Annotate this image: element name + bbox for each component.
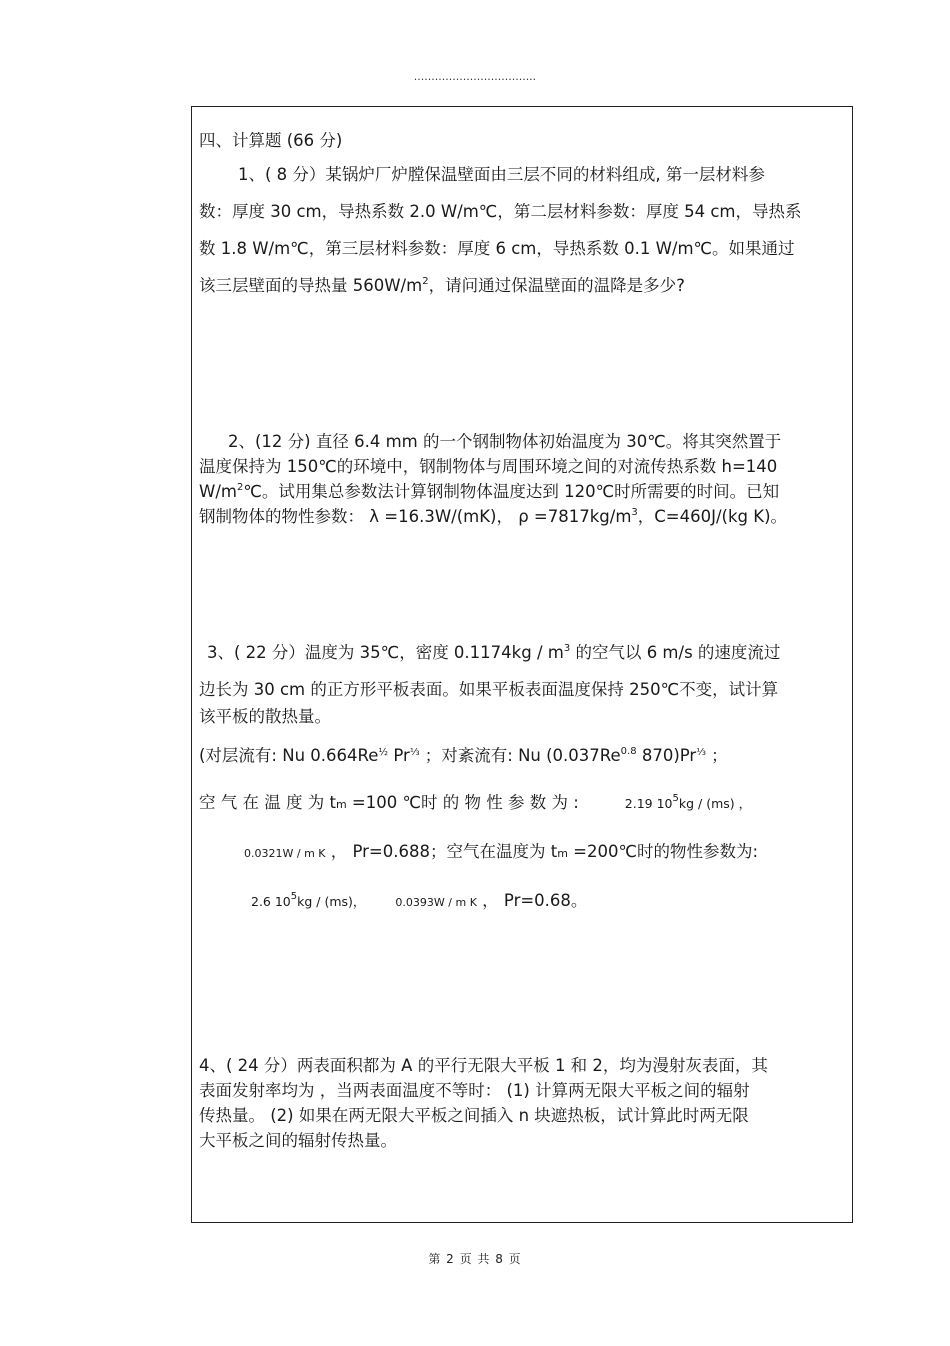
- q4-line-4: 大平板之间的辐射传热量。: [199, 1131, 397, 1150]
- q3-line-2: 边长为 30 cm 的正方形平板表面。如果平板表面温度保持 250℃不变，试计算: [199, 680, 779, 699]
- q1-line-3: 数 1.8 W/m℃，第三层材料参数：厚度 6 cm，导热系数 0.1 W/m℃。如果通过: [199, 239, 795, 258]
- q3-exponent-08: 0.8: [620, 746, 637, 757]
- section-title: 四、计算题 (66 分): [199, 131, 343, 150]
- q3-line-1: [207, 643, 780, 666]
- q2-line-1: 2、(12 分) 直径 6.4 mm 的一个钢制物体初始温度为 30℃。将其突然置于: [228, 432, 782, 451]
- page-number: 第 2 页 共 8 页: [428, 1252, 522, 1266]
- q3-pr-200: ， Pr=0.68。: [476, 891, 588, 910]
- q3-viscosity-200-unit: kg / (ms)，: [297, 894, 366, 909]
- q3-conductivity-100: 0.0321W / m K: [244, 847, 326, 860]
- q2-line-3-sup: 2: [236, 482, 244, 493]
- header-dots: ...................................: [413, 70, 537, 83]
- q2-line-4-sup: 3: [631, 507, 638, 518]
- q3-laminar-text: (对层流有: Nu 0.664Re: [199, 746, 379, 765]
- q3-props-100-sub: m: [335, 798, 347, 811]
- q3-props-100-text: 空 气 在 温 度 为 t: [199, 793, 336, 812]
- q3-props-line-3: [251, 891, 587, 914]
- q2-line-4-text: 钢制物体的物性参数： λ =16.3W/(mK)， ρ =7817kg/m: [199, 507, 632, 526]
- q3-line-1-tail: 的空气以 6 m/s 的速度流过: [570, 643, 781, 662]
- q2-line-3-tail: ℃。试用集总参数法计算钢制物体温度达到 120℃时所需要的时间。已知: [243, 482, 780, 501]
- q3-props-200-text: ， Pr=0.688；空气在温度为 t: [325, 842, 558, 861]
- q3-turbulent-text: ；对紊流有: Nu (0.037Re: [419, 746, 621, 765]
- q3-exponent-third-2: ⅓: [696, 747, 706, 758]
- q3-pr-text: Pr: [388, 746, 410, 765]
- q2-line-3: [199, 482, 779, 505]
- q3-viscosity-100-exp: 5: [672, 793, 679, 804]
- q3-line-1-text: 3、( 22 分）温度为 35℃，密度 0.1174kg / m: [207, 643, 564, 662]
- q3-props-100-line: [199, 793, 751, 816]
- q4-line-1: 4、( 24 分）两表面积都为 A 的平行无限大平板 1 和 2，均为漫射灰表面，其: [199, 1056, 768, 1075]
- q4-line-3: 传热量。 (2) 如果在两无限大平板之间插入 n 块遮热板，试计算此时两无限: [199, 1106, 749, 1125]
- q3-formula-end: ；: [705, 746, 728, 765]
- q3-formula-line: [199, 746, 728, 769]
- q1-line-1: 1、( 8 分）某锅炉厂炉膛保温壁面由三层不同的材料组成, 第一层材料参: [238, 165, 765, 184]
- q3-conductivity-200: 0.0393W / m K: [395, 896, 477, 909]
- q3-line-1-sup: 3: [563, 643, 571, 654]
- q3-viscosity-100-unit: kg / (ms) ，: [678, 796, 752, 811]
- q3-viscosity-100: 2.19 10: [624, 796, 673, 811]
- q3-viscosity-200-exp: 5: [290, 891, 298, 902]
- q2-line-4: [199, 507, 787, 530]
- q2-line-3-text: W/m: [199, 482, 237, 501]
- q3-turbulent-tail: 870)Pr: [636, 746, 697, 765]
- q2-line-4-tail: ，C=460J/(kg K)。: [637, 507, 788, 526]
- q3-props-200-sub: m: [557, 847, 568, 860]
- q3-props-line-2: [244, 842, 758, 864]
- q3-exponent-third: ⅓: [409, 747, 420, 758]
- q1-line-4: [199, 276, 685, 299]
- q3-exponent-half: ½: [378, 747, 389, 758]
- q1-line-2: 数：厚度 30 cm，导热系数 2.0 W/m℃，第二层材料参数：厚度 54 cm，导热系: [199, 202, 802, 221]
- q3-props-100-mid: =100 ℃时 的 物 性 参 数 为 :: [346, 793, 579, 812]
- q1-line-4-sup: 2: [422, 276, 429, 287]
- q1-line-4-tail: ，请问通过保温壁面的温降是多少?: [428, 276, 685, 295]
- q3-props-200-tail: =200℃时的物性参数为:: [567, 842, 759, 861]
- q4-line-2: 表面发射率均为 ，当两表面温度不等时： (1) 计算两无限大平板之间的辐射: [199, 1081, 750, 1100]
- q3-viscosity-200: 2.6 10: [251, 894, 291, 909]
- q2-line-2: 温度保持为 150℃的环境中，钢制物体与周围环境之间的对流传热系数 h=140: [199, 457, 778, 476]
- q3-line-3: 该平板的散热量。: [199, 707, 331, 726]
- q1-line-4-text: 该三层壁面的导热量 560W/m: [199, 276, 423, 295]
